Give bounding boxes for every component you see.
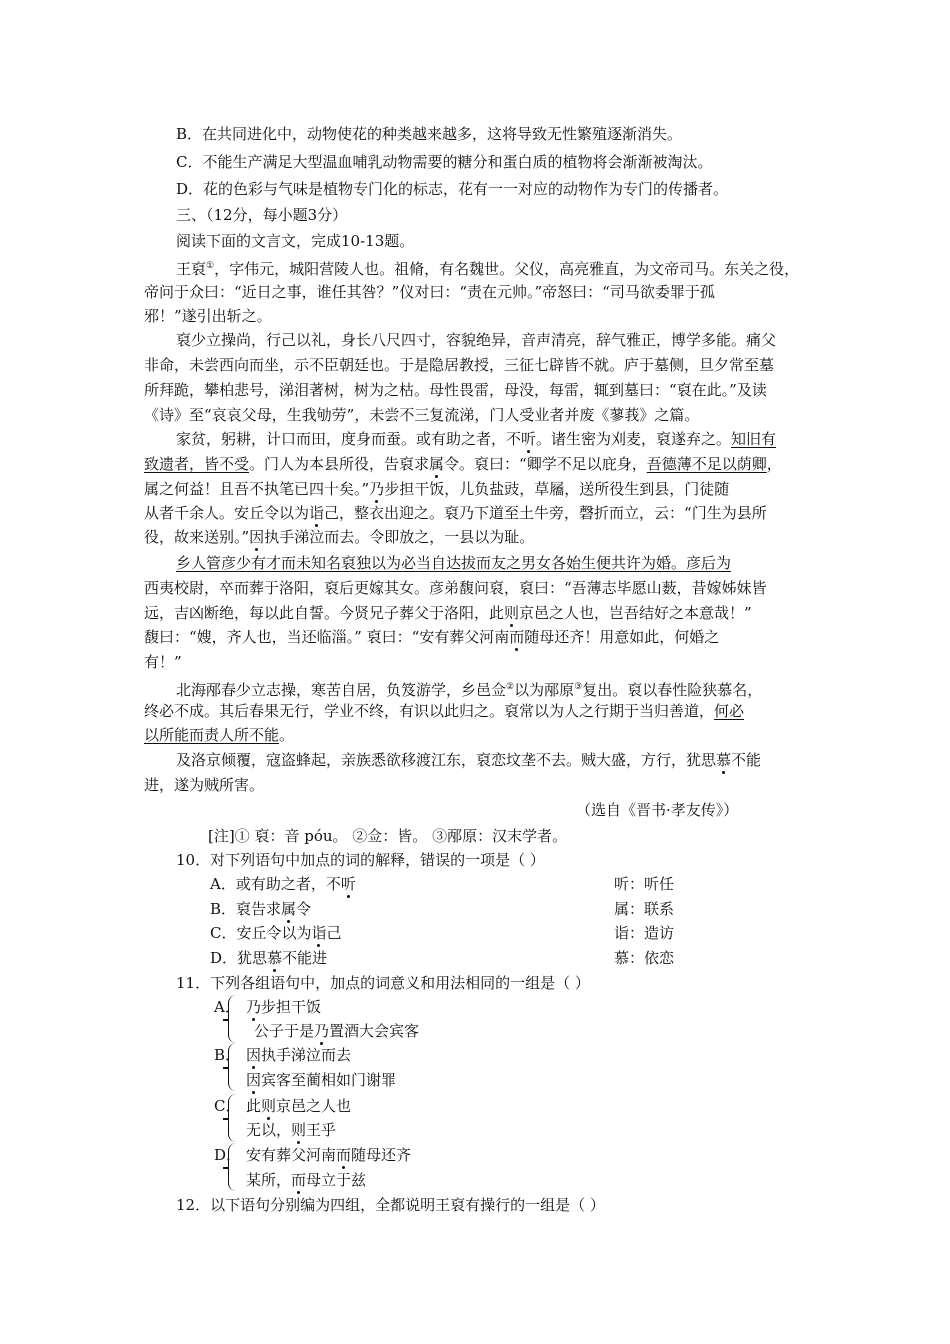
passage-p5-line3: 以所能而责人所不能。 bbox=[144, 726, 295, 744]
passage-notes: [注]① 裒：音 póu。 ②佥：皆。 ③邴原：汉末学者。 bbox=[208, 827, 568, 845]
passage-p6-line2: 进，遂为贼所害。 bbox=[144, 776, 265, 794]
passage-source: （选自《晋书·孝友传》） bbox=[576, 801, 739, 819]
brace-icon bbox=[228, 995, 239, 1043]
q10-option-b-answer: 属：联系 bbox=[614, 900, 675, 918]
passage-p2-line1: 裒少立操尚，行己以礼，身长八尺四寸，容貌绝异，音声清亮，辞气雅正，博学多能。痛父 bbox=[176, 331, 777, 349]
question-10-stem: 10．对下列语句中加点的词的解释，错误的一项是（ ） bbox=[176, 851, 545, 869]
q10-option-c: C．安丘令以为诣己 bbox=[210, 924, 342, 942]
passage-p5-line2: 终必不成。其后春果无行，学业不终，有识以此归之。裒常以为人之行期于当归善道，何必 bbox=[144, 702, 745, 720]
q11-group-b-sentence-2: 因宾客至蔺相如门谢罪 bbox=[246, 1071, 397, 1089]
q11-group-a-sentence-1: 乃步担干饭 bbox=[246, 998, 322, 1016]
passage-p1-line1: 王裒①，字伟元，城阳营陵人也。祖脩，有名魏世。父仪，高亮雅直，为文帝司马。东关之役， bbox=[176, 260, 800, 278]
question-12-stem: 12．以下语句分别编为四组，全都说明王裒有操行的一组是（ ） bbox=[176, 1196, 605, 1214]
q10-option-d-answer: 慕：依恋 bbox=[614, 949, 675, 967]
passage-p4-line1: 乡人管彦少有才而未知名裒独以为必当自达拔而友之男女各始生便共许为婚。彦后为 bbox=[176, 554, 732, 572]
passage-p3-line4: 从者千余人。安丘令以为诣己，整衣出迎之。裒乃下道至土牛旁，磬折而立，云：“门生为县所 bbox=[144, 504, 767, 522]
q11-group-c-sentence-1: 此则京邑之人也 bbox=[246, 1097, 352, 1115]
q11-group-c-label: C． bbox=[214, 1097, 241, 1115]
underlined-phrase: 知旧有 bbox=[731, 430, 777, 448]
brace-icon bbox=[228, 1143, 239, 1191]
passage-p4-line2: 西夷校尉，卒而葬于洛阳，裒后更嫁其女。彦弟馥问裒，裒曰：“吾薄志毕愿山薮，昔嫁姊妹皆 bbox=[144, 579, 767, 597]
passage-p3-line2: 致遗者，皆不受。门人为本县所役，告裒求属令。裒曰：“卿学不足以庇身，吾德薄不足以荫卿， bbox=[144, 455, 782, 473]
option-c-top: C．不能生产满足大型温血哺乳动物需要的糖分和蛋白质的植物将会渐渐被淘汰。 bbox=[176, 153, 713, 171]
q11-group-d-label: D． bbox=[214, 1146, 242, 1164]
q10-option-d: D．犹思慕不能进 bbox=[210, 949, 328, 967]
section-instruction: 阅读下面的文言文，完成10-13题。 bbox=[176, 232, 415, 250]
passage-p2-line4: 《诗》至“哀哀父母，生我劬劳”，未尝不三复流涕，门人受业者并废《蓼莪》之篇。 bbox=[144, 406, 700, 424]
q10-option-a: A．或有助之者，不听 bbox=[210, 875, 356, 893]
question-11-stem: 11．下列各组语句中，加点的词意义和用法相同的一组是（ ） bbox=[176, 974, 590, 992]
underlined-phrase: 何必 bbox=[714, 702, 745, 720]
footnote-marker: ① bbox=[206, 261, 215, 271]
q11-group-a-sentence-2: 公子于是乃置酒大会宾客 bbox=[254, 1022, 420, 1040]
passage-p3-line5: 役，故来送别。”因执手涕泣而去。令即放之，一县以为耻。 bbox=[144, 528, 535, 546]
underlined-phrase: 吾德薄不足以荫卿 bbox=[646, 455, 767, 473]
passage-p1-line3: 邪！”遂引出斩之。 bbox=[144, 307, 272, 325]
footnote-marker: ③ bbox=[574, 682, 583, 692]
passage-p4-line5: 有！” bbox=[144, 653, 182, 671]
underlined-phrase: 致遗者，皆不受 bbox=[144, 455, 250, 473]
brace-icon bbox=[228, 1094, 239, 1142]
passage-p2-line2: 非命，未尝西向而坐，示不臣朝廷也。于是隐居教授，三征七辟皆不就。庐于墓侧，旦夕常至墓 bbox=[144, 356, 775, 374]
passage-p1-line2: 帝问于众曰：“近日之事，谁任其咎？”仪对曰：“责在元帅。”帝怒曰：“司马欲委罪于孤 bbox=[144, 283, 715, 301]
passage-p3-line3: 属之何益！且吾不执笔已四十矣。”乃步担干饭，儿负盐豉，草屩，送所役生到县，门徒随 bbox=[144, 480, 730, 498]
option-b-top: B．在共同进化中，动物使花的种类越来越多，这将导致无性繁殖逐渐消失。 bbox=[176, 125, 683, 143]
q11-group-c-sentence-2: 无以，则王乎 bbox=[246, 1121, 337, 1139]
passage-p4-line4: 馥曰：“嫂，齐人也，当还临淄。” 裒曰：“安有葬父河南而随母还齐！用意如此，何婚之 bbox=[144, 628, 720, 646]
passage-p4-line3: 远，吉凶断绝，每以此自誓。今贤兄子葬父于洛阳，此则京邑之人也，岂吾结好之本意哉！” bbox=[144, 604, 752, 622]
section-heading: 三、（12分，每小题3分） bbox=[176, 206, 348, 224]
underlined-phrase: 以所能而责人所不能 bbox=[144, 726, 280, 744]
q11-group-a-label: A． bbox=[214, 998, 240, 1016]
q10-option-a-answer: 听：听任 bbox=[614, 875, 675, 893]
passage-p5-line1: 北海邴春少立志操，寒苦自居，负笈游学，乡邑佥②以为邴原③复出。裒以春性险狭慕名， bbox=[176, 681, 763, 699]
footnote-marker: ② bbox=[506, 682, 515, 692]
q10-option-b: B．裒告求属令 bbox=[210, 900, 312, 918]
passage-p3-line1: 家贫，躬耕，计口而田，度身而蚕。或有助之者，不听。诸生密为刈麦，裒遂弃之。知旧有 bbox=[176, 430, 777, 448]
q11-group-b-label: B． bbox=[214, 1046, 241, 1064]
brace-icon bbox=[228, 1043, 239, 1091]
passage-p2-line3: 所拜跪，攀柏悲号，涕泪著树，树为之枯。母性畏雷，母没，每雷，辄到墓曰：“裒在此。”及读 bbox=[144, 381, 767, 399]
option-d-top: D．花的色彩与气味是植物专门化的标志，花有一一对应的动物作为专门的传播者。 bbox=[176, 180, 729, 198]
passage-p6-line1: 及洛京倾覆，寇盗蜂起，亲族悉欲移渡江东，裒恋坟垄不去。贼大盛，方行，犹思慕不能 bbox=[176, 751, 762, 769]
q11-group-b-sentence-1: 因执手涕泣而去 bbox=[246, 1046, 352, 1064]
q10-option-c-answer: 诣：造访 bbox=[614, 924, 675, 942]
q11-group-d-sentence-1: 安有葬父河南而随母还齐 bbox=[246, 1146, 412, 1164]
q11-group-d-sentence-2: 某所，而母立于兹 bbox=[246, 1171, 367, 1189]
